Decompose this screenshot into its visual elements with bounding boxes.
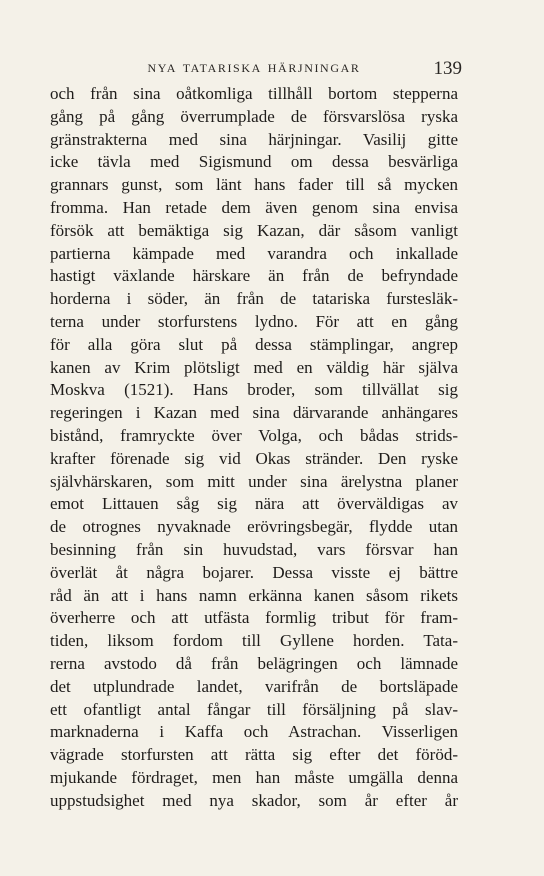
text-line: gång på gång överrumplade de försvarslösa ryska (50, 106, 458, 126)
text-line: överherre och att utfästa formlig tribut för fram- (50, 608, 458, 628)
text-line: rerna avstodo då från belägringen och lämnade (50, 653, 458, 673)
page-number: 139 (433, 58, 462, 79)
text-line: hastigt växlande härskare än från de befryndade (50, 266, 458, 286)
text-line: regeringen i Kazan med sina därvarande anhängares (50, 403, 458, 423)
text-line: kanen av Krim plötsligt med en väldig här själva (50, 357, 458, 377)
running-header-title: NYA TATARISKA HÄRJNINGAR (147, 61, 361, 75)
text-line: för alla göra slut på dessa stämplingar, angrep (50, 334, 458, 354)
text-line: mjukande fördraget, men han måste umgälla denna (50, 767, 458, 787)
text-line: ett ofantligt antal fångar till försäljning på slav- (50, 699, 458, 719)
text-line: terna under storfurstens lydno. För att en gång (50, 311, 458, 331)
text-line: bistånd, framryckte över Volga, och bådas strids- (50, 425, 458, 445)
text-line: försök att bemäktiga sig Kazan, där såsom vanligt (50, 220, 458, 240)
text-line: grannars gunst, som länt hans fader till så mycken (50, 175, 458, 195)
text-line: gränstrakterna med sina härjningar. Vasilij gitte (50, 129, 458, 149)
text-line: horderna i söder, än från de tatariska furstesläk- (50, 289, 458, 309)
text-line: det utplundrade landet, varifrån de bortsläpade (50, 676, 458, 696)
text-line: icke tävla med Sigismund om dessa besvärliga (50, 152, 458, 172)
running-header (50, 58, 462, 82)
text-line: och från sina oåtkomliga tillhåll bortom stepperna (50, 84, 458, 103)
body-text (50, 83, 458, 813)
text-line: vägrade storfursten att rätta sig efter det föröd- (50, 745, 458, 765)
text-line: de otrognes nyvaknade erövringsbegär, flydde utan (50, 517, 458, 537)
text-line: råd än att i hans namn erkänna kanen såsom rikets (50, 585, 458, 605)
text-line: tiden, liksom fordom till Gyllene horden. Tata- (50, 631, 458, 651)
text-line: uppstudsighet med nya skador, som år efter år (50, 790, 458, 810)
text-line: självhärskaren, som mitt under sina ärelystna planer (50, 471, 458, 491)
text-line: emot Littauen såg sig nära att överväldigas av (50, 494, 458, 514)
text-line: marknaderna i Kaffa och Astrachan. Visserligen (50, 722, 458, 742)
text-line: Moskva (1521). Hans broder, som tillvällat sig (50, 380, 458, 400)
text-line: fromma. Han retade dem även genom sina envisa (50, 197, 458, 217)
text-line: partierna kämpade med varandra och inkallade (50, 243, 458, 263)
text-line: överlät åt några bojarer. Dessa visste ej bättre (50, 562, 458, 582)
text-line: krafter förenade sig vid Okas stränder. Den ryske (50, 448, 458, 468)
text-line: besinning från sin huvudstad, vars försvar han (50, 539, 458, 559)
